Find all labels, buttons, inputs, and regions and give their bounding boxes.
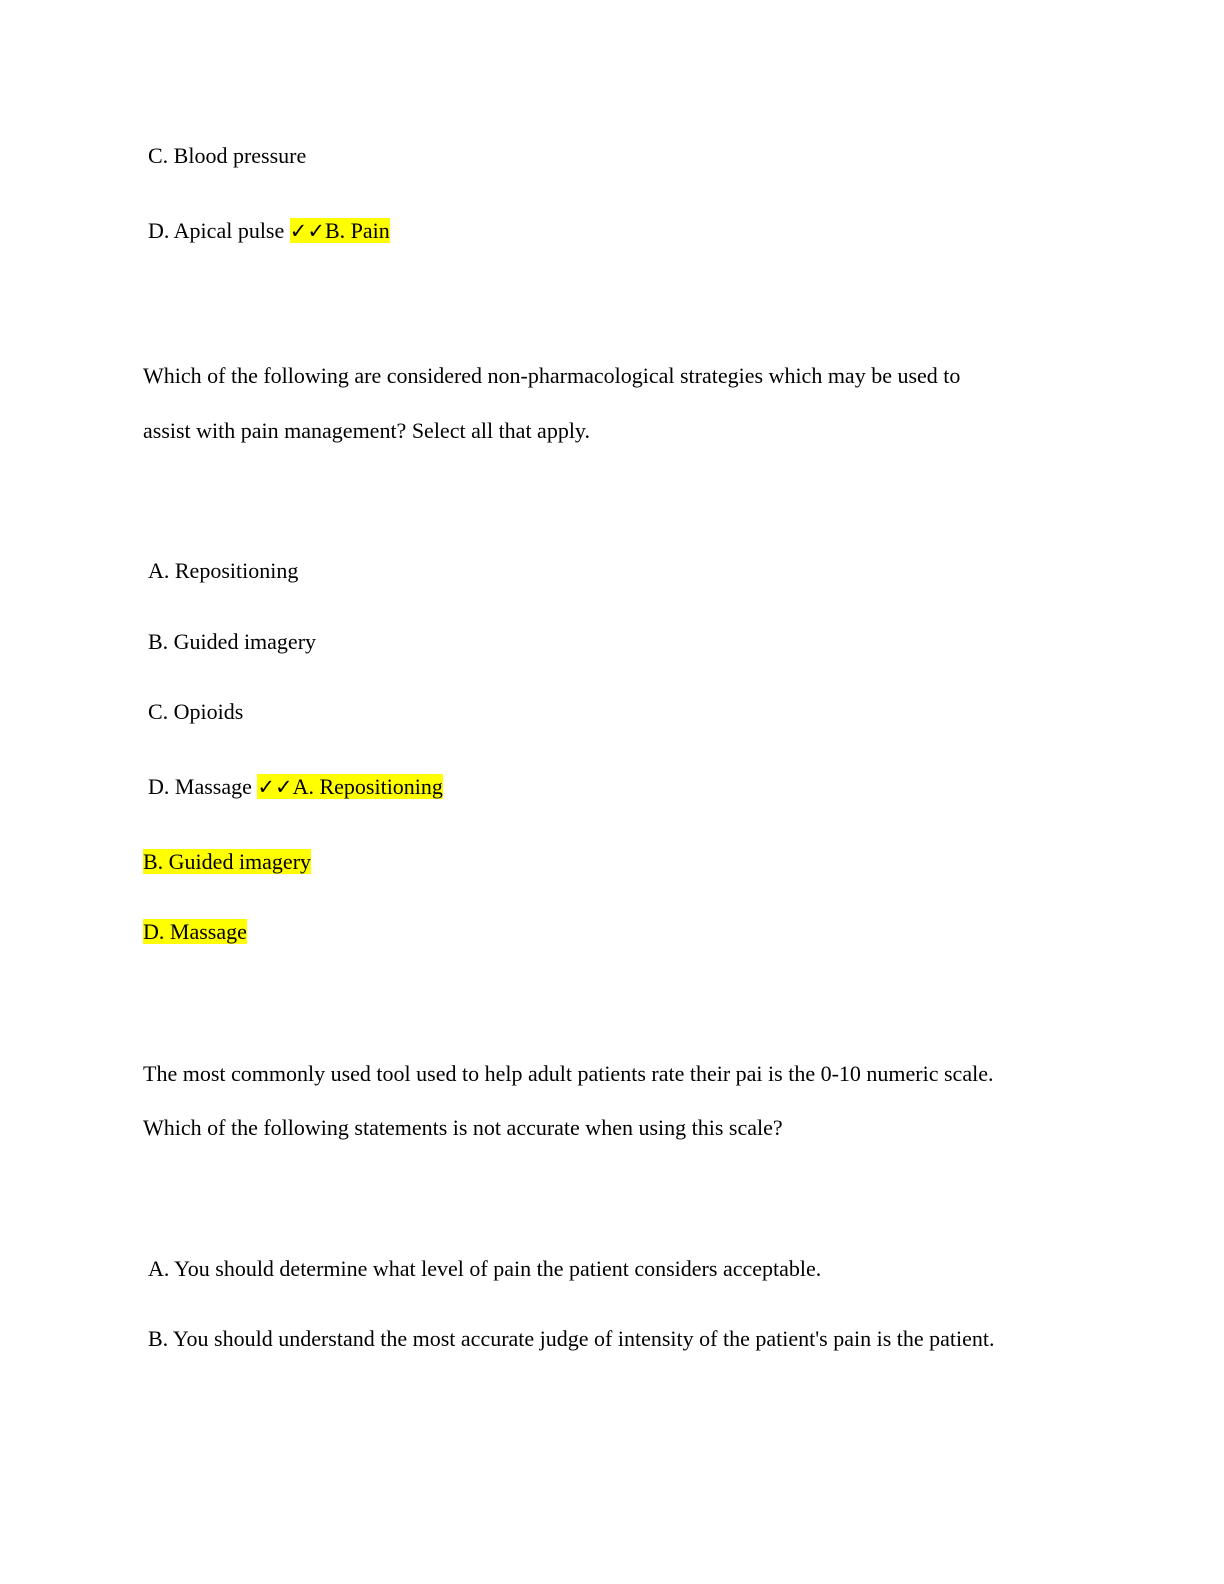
q2-option-d	[148, 773, 443, 801]
question-2-text-line-1: Which of the following are considered non-pharmacological strategies which may be used to	[143, 363, 961, 388]
answer-text: B. Pain	[324, 218, 390, 243]
answer-highlight	[290, 218, 390, 243]
answer-text: A. Repositioning	[292, 774, 443, 799]
question-3-text-line-1: The most commonly used tool used to help adult patients rate their pai is the 0-10 numeric scale.	[143, 1061, 994, 1086]
answer-highlight	[257, 774, 443, 799]
q2-option-a: A. Repositioning	[148, 558, 299, 583]
option-c-blood-pressure: C. Blood pressure	[148, 143, 307, 168]
double-check-icon: ✓✓	[257, 775, 293, 799]
answer-text: D. Massage	[143, 919, 247, 944]
option-text: D. Massage	[148, 774, 252, 799]
q2-option-b: B. Guided imagery	[148, 629, 317, 654]
q2-answer-b	[143, 848, 311, 876]
q3-option-b: B. You should understand the most accurate judge of intensity of the patient's pain is the patient.	[148, 1326, 995, 1351]
option-text: D. Apical pulse	[148, 218, 285, 243]
double-check-icon: ✓✓	[289, 219, 325, 243]
question-2-text-line-2: assist with pain management? Select all that apply.	[143, 418, 591, 443]
q2-answer-d	[143, 918, 247, 946]
answer-text: B. Guided imagery	[143, 849, 312, 874]
question-3-text-line-2: Which of the following statements is not accurate when using this scale?	[143, 1115, 783, 1140]
q2-option-c: C. Opioids	[148, 699, 244, 724]
q3-option-a: A. You should determine what level of pain the patient considers acceptable.	[148, 1256, 822, 1281]
option-d-apical-pulse	[148, 217, 390, 245]
